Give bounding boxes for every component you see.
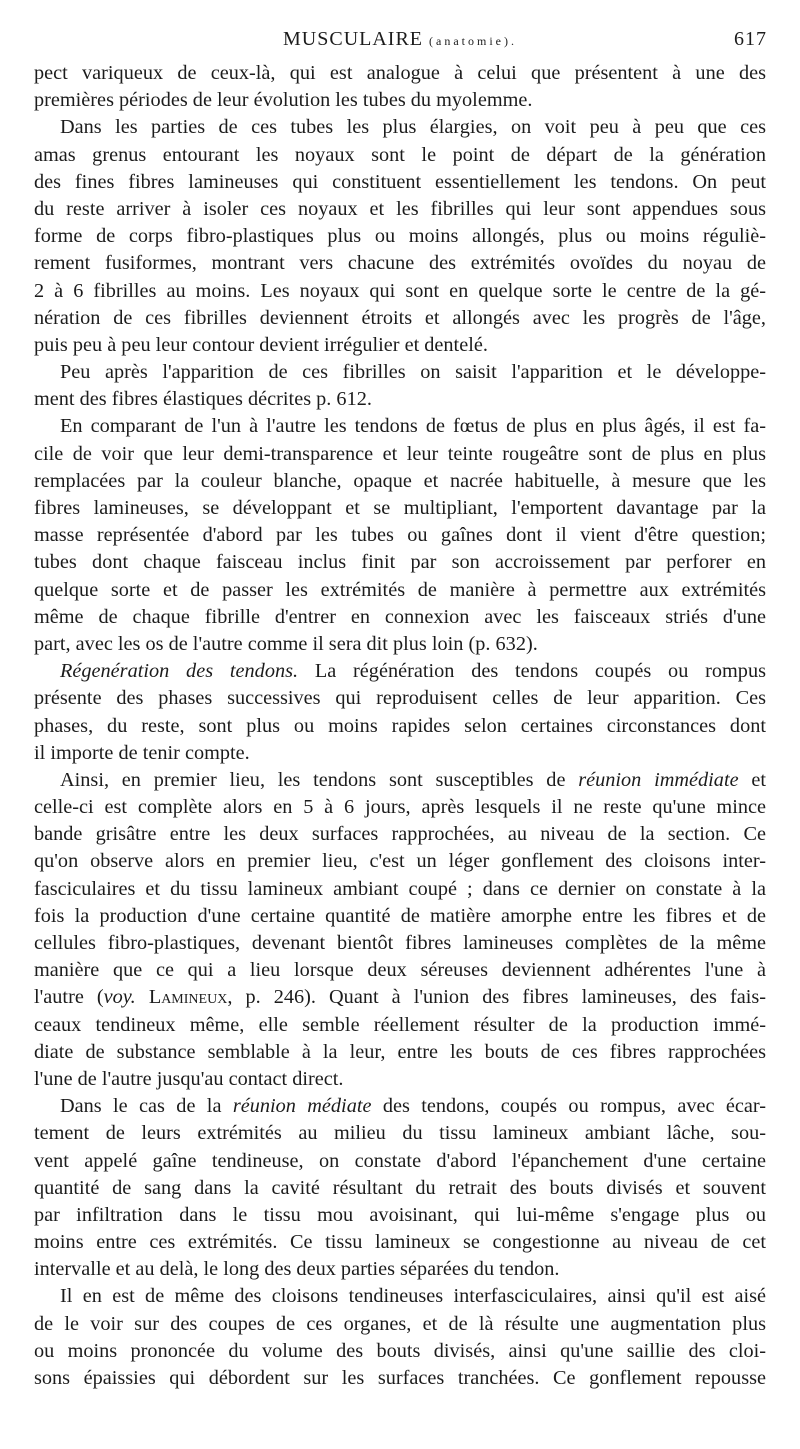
running-title-main: MUSCULAIRE [283,28,424,50]
text-line [34,1120,766,1147]
text-line [34,305,766,332]
running-title-subtitle: (anatomie). [429,34,517,48]
text-segment: En comparant de l'un à l'autre les tendons de fœtus de plus en plus âgés, il est fa- [60,415,766,438]
text-line [34,142,766,169]
text-line [34,1338,766,1365]
text-line [34,60,766,87]
text-segment: , p. 246). Quant à l'union des fibres lamineuses, des fais- [227,986,766,1009]
text-segment: des tendons, coupés ou rompus, avec écar- [371,1095,766,1118]
text-line [34,794,766,821]
text-line [34,767,766,794]
text-line [34,1093,766,1120]
running-header [33,28,767,56]
text-line [34,223,766,250]
text-segment: Dans les parties de ces tubes les plus élargies, on voit peu à peu que ces [60,116,766,139]
text-segment: Dans le cas de la [60,1095,233,1118]
italic-text: réunion médiate [232,1095,372,1118]
text-segment: ceaux tendineux même, elle semble réellement résulter de la production immé- [34,1013,766,1036]
text-line [34,196,766,223]
page-number: 617 [734,28,767,50]
text-segment: sons épaissies qui débordent sur les surfaces tranchées. Ce gonflement repousse [34,1367,766,1389]
text-segment: quantité de sang dans la cavité résultant du retrait des bouts divisés et souvent [34,1176,766,1199]
text-line [34,1365,766,1392]
text-segment: moins entre ces extrémités. Ce tissu lamineux se congestionne au niveau de cet [34,1231,766,1254]
text-line [34,740,766,767]
text-segment: vent appelé gaîne tendineuse, on constate d'abord l'épanchement d'une certaine [34,1149,766,1172]
italic-text: Régenération des tendons. [60,660,299,683]
text-line [34,821,766,848]
text-segment: puis peu à peu leur contour devient irrégulier et dentelé. [34,333,488,356]
text-segment: diate de substance semblable à la leur, entre les bouts de ces fibres rapprochées [34,1040,766,1063]
text-segment: manière que ce qui a lieu lorsque deux séreuses deviennent adhérentes l'une à [34,959,766,982]
text-line [34,685,766,712]
text-line [34,549,766,576]
text-segment: La régénération des tendons coupés ou rompus [298,660,766,683]
italic-text: voy. [103,986,136,1009]
text-segment: masse représentée d'abord par les tubes ou gaînes dont il vient d'être question; [34,524,766,547]
text-segment: nération de ces fibrilles deviennent étroits et allongés avec les progrès de l'âge, [34,306,766,329]
text-segment: l'une de l'autre jusqu'au contact direct. [34,1067,344,1090]
italic-text: réunion immédiate [578,768,739,791]
text-segment: cellules fibro-plastiques, devenant bientôt fibres lamineuses complètes de la même [34,932,766,954]
text-segment: cile de voir que leur demi-transparence et leur teinte rougeâtre sont de plus en plus [34,442,766,465]
text-segment: Peu après l'apparition de ces fibrilles on saisit l'apparition et le développe- [60,361,766,384]
text-line [34,114,766,141]
text-segment: de le voir sur des coupes de ces organes, et de là résulte une augmentation plus [34,1312,766,1335]
text-segment: forme de corps fibro-plastiques plus ou moins allongés, plus ou moins réguliè- [34,225,766,248]
small-caps-text: Lamineux [135,986,228,1009]
text-line [34,87,766,114]
text-segment: fibres lamineuses, se développant et se multipliant, l'emportent davantage par la [34,497,766,519]
text-segment: tement de leurs extrémités au milieu du tissu lamineux ambiant lâche, sou- [34,1122,766,1145]
text-segment: 2 à 6 fibrilles au moins. Les noyaux qui sont en quelque sorte le centre de la gé- [34,279,766,302]
text-line [34,1311,766,1338]
text-segment: qu'on observe alors en premier lieu, c'est un léger gonflement des cloisons inter- [34,850,766,873]
text-segment: l'autre ( [34,986,104,1009]
text-line [34,930,766,957]
text-line [34,1148,766,1175]
text-line [34,577,766,604]
text-line [34,957,766,984]
text-line [34,984,766,1011]
text-line [34,1283,766,1310]
text-segment: ou moins prononcée du volume des bouts divisés, ainsi qu'une saillie des cloi- [34,1339,766,1362]
text-line [34,169,766,196]
text-segment: premières périodes de leur évolution les tubes du myolemme. [34,89,533,112]
text-line [34,359,766,386]
text-line [34,468,766,495]
text-line [34,413,766,440]
text-segment: Il en est de même des cloisons tendineuses interfasciculaires, ainsi qu'il est aisé [60,1285,766,1308]
text-line [34,278,766,305]
text-segment: celle-ci est complète alors en 5 à 6 jours, après lesquels il ne reste qu'une mince [34,796,766,819]
text-line [34,495,766,522]
text-segment: fois la production d'une certaine quantité de matière amorphe entre les fibres et de [34,904,766,927]
text-segment: phases, du reste, sont plus ou moins rapides selon certaines circonstances dont [34,714,766,737]
text-segment: des fines fibres lamineuses qui constituent essentiellement les tendons. On peut [34,170,766,193]
text-line [34,1202,766,1229]
text-segment: tubes dont chaque faisceau inclus finit par son accroissement par perforer en [34,551,766,574]
text-segment: bande grisâtre entre les deux surfaces rapprochées, au niveau de la section. Ce [34,823,766,846]
text-line [34,1012,766,1039]
text-segment: quelque sorte et de passer les extrémités de manière à permettre aux extrémités [34,578,766,601]
text-line [34,903,766,930]
text-segment: pect variqueux de ceux-là, qui est analogue à celui que présentent à une des [34,62,766,84]
text-line [34,1175,766,1202]
text-line [34,604,766,631]
text-line [34,876,766,903]
text-line [34,441,766,468]
text-segment: même de chaque fibrille d'entrer en connexion avec les faisceaux striés d'une [34,605,766,628]
text-segment: amas grenus entourant les noyaux sont le point de départ de la génération [34,143,766,166]
text-segment: présente des phases successives qui reproduisent celles de leur apparition. Ces [34,687,766,710]
text-segment: fasciculaires et du tissu lamineux ambiant coupé ; dans ce dernier on constate à la [34,877,766,900]
text-segment: Ainsi, en premier lieu, les tendons sont susceptibles de [60,768,579,791]
text-segment: ment des fibres élastiques décrites p. 612. [34,388,372,411]
text-line [34,332,766,359]
text-segment: intervalle et au delà, le long des deux parties séparées du tendon. [34,1258,560,1281]
text-line [34,848,766,875]
text-segment: par infiltration dans le tissu mou avoisinant, qui lui-même s'engage plus ou [34,1203,766,1226]
text-segment: rement fusiformes, montrant vers chacune des extrémités ovoïdes du noyau de [34,252,766,275]
text-line [34,1066,766,1093]
text-line [34,631,766,658]
text-line [34,658,766,685]
text-line [34,250,766,277]
text-segment: il importe de tenir compte. [34,741,250,764]
text-line [34,1256,766,1283]
running-title [33,28,767,51]
text-line [34,386,766,413]
text-segment: part, avec les os de l'autre comme il sera dit plus loin (p. 632). [34,632,538,655]
text-line [34,522,766,549]
text-line [34,1229,766,1256]
text-line [34,1039,766,1066]
text-segment: remplacées par la couleur blanche, opaque et nacrée habituelle, à mesure que les [34,469,766,492]
text-line [34,713,766,740]
text-segment: et [738,768,767,791]
text-segment: du reste arriver à isoler ces noyaux et les fibrilles qui leur sont appendues sous [34,197,766,220]
body-text [34,60,766,1392]
